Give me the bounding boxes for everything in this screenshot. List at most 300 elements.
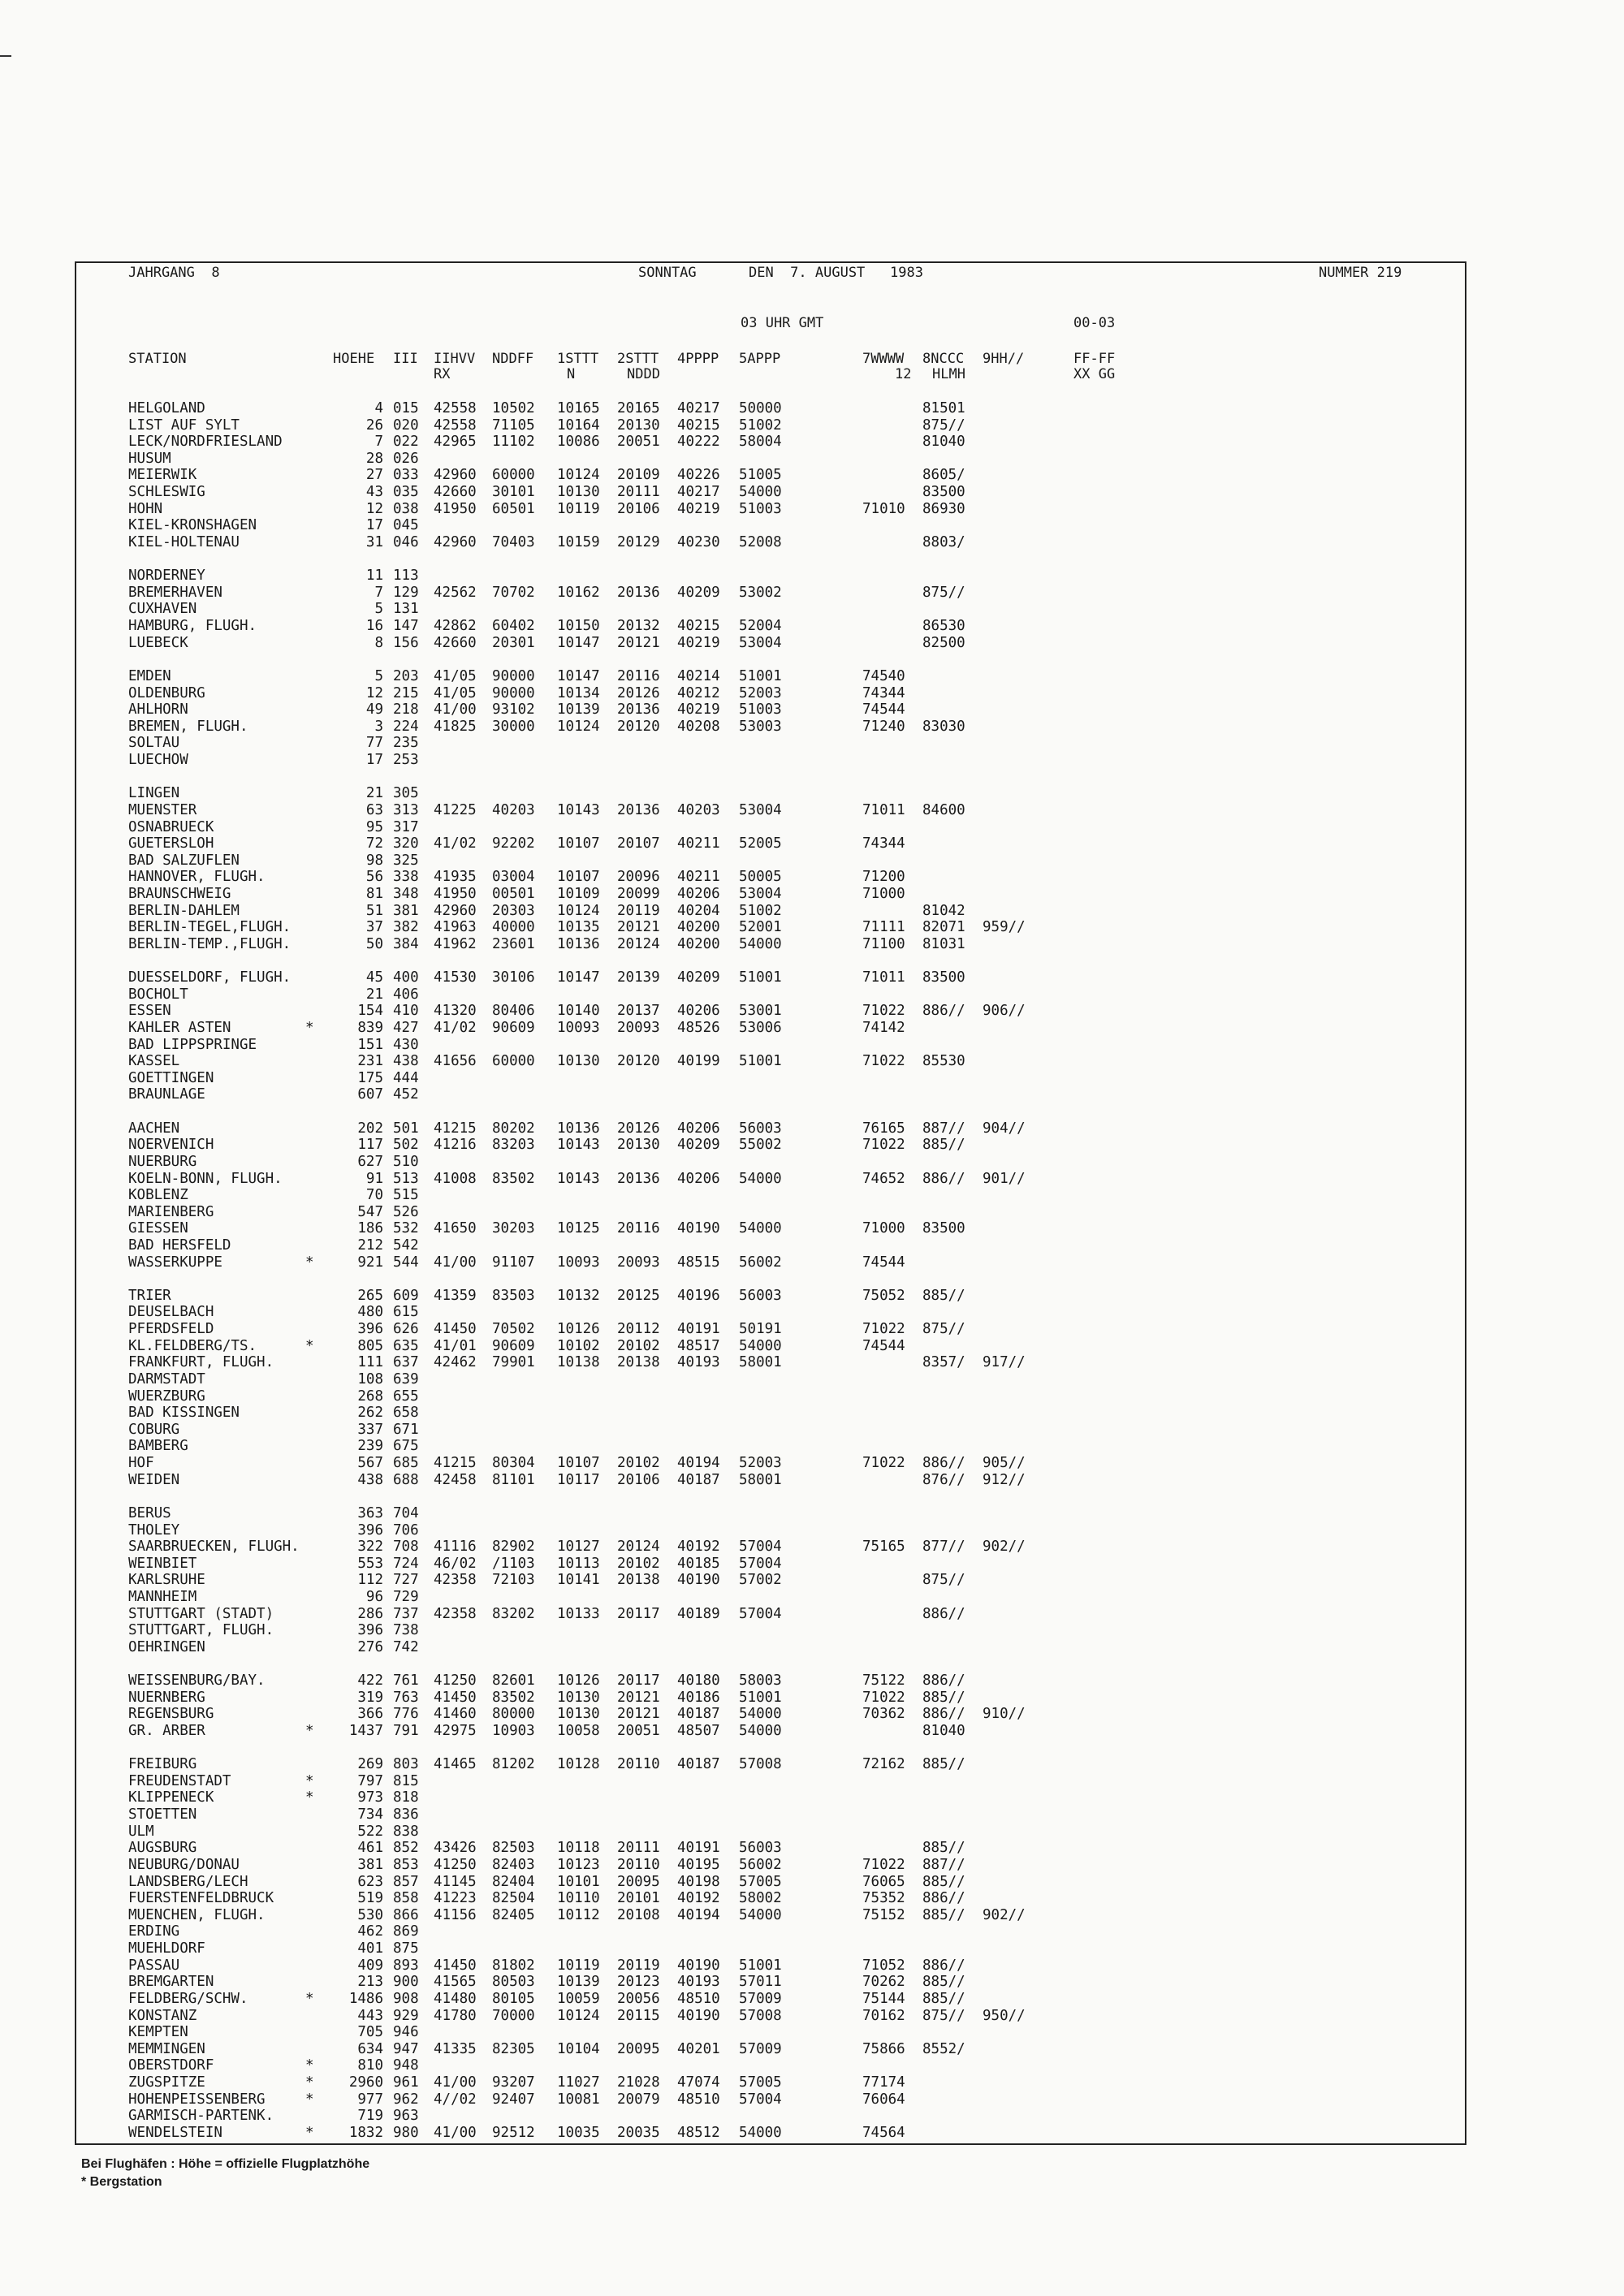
station-height: 805 xyxy=(357,1337,383,1354)
group-5appp: 53004 xyxy=(739,634,782,651)
group-8nccc: 887// xyxy=(922,1856,965,1873)
group-5appp: 57004 xyxy=(739,1539,782,1556)
group-2sttt: 20119 xyxy=(617,1957,660,1974)
group-8nccc: 86530 xyxy=(922,618,965,635)
station-height: 56 xyxy=(365,869,383,886)
station-height: 607 xyxy=(357,1086,383,1103)
group-nddff: 83502 xyxy=(492,1170,535,1187)
group-iihvv: 41565 xyxy=(434,1974,477,1991)
group-1sttt: 11027 xyxy=(557,2074,600,2091)
group-2sttt: 20093 xyxy=(617,1019,660,1036)
group-5appp: 52003 xyxy=(739,1455,782,1472)
station-name: KIEL-KRONSHAGEN xyxy=(128,517,257,534)
group-8nccc: 886// xyxy=(922,1890,965,1907)
station-name: OEHRINGEN xyxy=(128,1638,205,1655)
group-1sttt: 10110 xyxy=(557,1890,600,1907)
group-4pppp: 48517 xyxy=(677,1337,720,1354)
station-height: 51 xyxy=(365,902,383,919)
station-index: 675 xyxy=(393,1438,419,1455)
group-4pppp: 40199 xyxy=(677,1053,720,1070)
station-index: 626 xyxy=(393,1321,419,1338)
group-5appp: 54000 xyxy=(739,2124,782,2141)
group-nddff: 82902 xyxy=(492,1539,535,1556)
station-index: 963 xyxy=(393,2108,419,2125)
station-index: 444 xyxy=(393,1069,419,1086)
table-row xyxy=(0,451,1624,468)
group-5appp: 57009 xyxy=(739,1990,782,2007)
mountain-marker: * xyxy=(305,2124,314,2141)
group-8nccc: 81501 xyxy=(922,400,965,416)
station-height: 1437 xyxy=(348,1722,383,1739)
group-2sttt: 20102 xyxy=(617,1455,660,1472)
station-index: 818 xyxy=(393,1789,419,1806)
station-name: BERLIN-DAHLEM xyxy=(128,902,240,919)
station-index: 635 xyxy=(393,1337,419,1354)
table-row xyxy=(0,1154,1624,1171)
group-nddff: 30106 xyxy=(492,969,535,986)
station-height: 734 xyxy=(357,1806,383,1823)
station-index: 410 xyxy=(393,1003,419,1020)
group-iihvv: 42975 xyxy=(434,1722,477,1739)
station-index: 609 xyxy=(393,1287,419,1304)
station-index: 510 xyxy=(393,1153,419,1170)
footnote-airport: Bei Flughäfen : Höhe = offizielle Flugplatzhöhe xyxy=(81,2157,370,2171)
group-2sttt: 20110 xyxy=(617,1856,660,1873)
table-row xyxy=(0,2041,1624,2058)
station-index: 501 xyxy=(393,1120,419,1137)
station-height: 363 xyxy=(357,1504,383,1521)
station-index: 129 xyxy=(393,584,419,601)
station-name: STUTTGART, FLUGH. xyxy=(128,1622,274,1639)
station-name: GARMISCH-PARTENK. xyxy=(128,2108,274,2125)
group-5appp: 56003 xyxy=(739,1287,782,1304)
table-row xyxy=(0,986,1624,1003)
group-1sttt: 10139 xyxy=(557,1974,600,1991)
group-5appp: 54000 xyxy=(739,935,782,952)
group-5appp: 51003 xyxy=(739,500,782,517)
station-height: 719 xyxy=(357,2108,383,2125)
mountain-marker: * xyxy=(305,1772,314,1789)
group-5appp: 54000 xyxy=(739,484,782,501)
group-nddff: 72103 xyxy=(492,1572,535,1589)
group-7wwww: 71022 xyxy=(862,1321,905,1338)
group-iihvv: 42562 xyxy=(434,584,477,601)
group-nddff: 91107 xyxy=(492,1254,535,1271)
group-iihvv: 41/00 xyxy=(434,701,477,719)
group-iihvv: 41460 xyxy=(434,1706,477,1723)
group-iihvv: 41825 xyxy=(434,718,477,735)
group-iihvv: 41962 xyxy=(434,935,477,952)
table-row xyxy=(0,434,1624,451)
group-nddff: 83503 xyxy=(492,1287,535,1304)
group-1sttt: 10104 xyxy=(557,2040,600,2057)
station-height: 98 xyxy=(365,852,383,869)
station-index: 615 xyxy=(393,1304,419,1321)
group-2sttt: 20035 xyxy=(617,2124,660,2141)
group-7wwww: 71011 xyxy=(862,801,905,818)
table-row xyxy=(0,534,1624,551)
group-4pppp: 40217 xyxy=(677,400,720,416)
station-height: 409 xyxy=(357,1957,383,1974)
table-row xyxy=(0,517,1624,534)
table-row xyxy=(0,1806,1624,1823)
station-index: 866 xyxy=(393,1906,419,1923)
group-4pppp: 40219 xyxy=(677,634,720,651)
group-7wwww: 75122 xyxy=(862,1672,905,1690)
group-7wwww: 71000 xyxy=(862,885,905,902)
group-2sttt: 20110 xyxy=(617,1756,660,1773)
station-index: 791 xyxy=(393,1722,419,1739)
station-name: FELDBERG/SCHW. xyxy=(128,1990,248,2007)
group-4pppp: 40214 xyxy=(677,667,720,684)
station-index: 218 xyxy=(393,701,419,719)
group-4pppp: 40219 xyxy=(677,701,720,719)
table-row xyxy=(0,919,1624,936)
station-index: 962 xyxy=(393,2091,419,2108)
jahrgang: JAHRGANG 8 xyxy=(128,265,220,281)
station-name: ESSEN xyxy=(128,1003,171,1020)
group-1sttt: 10124 xyxy=(557,902,600,919)
group-4pppp: 40217 xyxy=(677,484,720,501)
group-iihvv: 41225 xyxy=(434,801,477,818)
group-8nccc: 886// xyxy=(922,1605,965,1622)
table-row xyxy=(0,2108,1624,2125)
group-4pppp: 40201 xyxy=(677,2040,720,2057)
group-iihvv: 41250 xyxy=(434,1672,477,1690)
station-height: 7 xyxy=(374,584,383,601)
group-5appp: 53002 xyxy=(739,584,782,601)
station-height: 553 xyxy=(357,1555,383,1572)
table-row xyxy=(0,1288,1624,1305)
group-8nccc: 875// xyxy=(922,416,965,434)
station-name: KLIPPENECK xyxy=(128,1789,214,1806)
group-8nccc: 886// xyxy=(922,1003,965,1020)
station-name: NUERNBERG xyxy=(128,1689,205,1706)
group-5appp: 54000 xyxy=(739,1722,782,1739)
station-index: 724 xyxy=(393,1555,419,1572)
group-7wwww: 71100 xyxy=(862,935,905,952)
group-nddff: 20301 xyxy=(492,634,535,651)
group-1sttt: 10107 xyxy=(557,869,600,886)
group-4pppp: 48510 xyxy=(677,1990,720,2007)
table-row xyxy=(0,869,1624,886)
station-index: 637 xyxy=(393,1354,419,1371)
station-index: 382 xyxy=(393,919,419,936)
station-name: MANNHEIM xyxy=(128,1589,197,1606)
station-height: 77 xyxy=(365,735,383,752)
station-index: 317 xyxy=(393,818,419,835)
group-4pppp: 40186 xyxy=(677,1689,720,1706)
station-index: 156 xyxy=(393,634,419,651)
group-iihvv: 42358 xyxy=(434,1572,477,1589)
station-height: 8 xyxy=(374,634,383,651)
table-row xyxy=(0,1556,1624,1573)
group-2sttt: 20051 xyxy=(617,1722,660,1739)
station-height: 17 xyxy=(365,517,383,534)
station-name: WENDELSTEIN xyxy=(128,2124,222,2141)
group-4pppp: 40196 xyxy=(677,1287,720,1304)
group-1sttt: 10101 xyxy=(557,1873,600,1890)
group-4pppp: 40215 xyxy=(677,416,720,434)
col-g1b: RX xyxy=(434,366,451,382)
table-row xyxy=(0,936,1624,953)
station-index: 738 xyxy=(393,1622,419,1639)
station-height: 461 xyxy=(357,1840,383,1857)
group-5appp: 53004 xyxy=(739,801,782,818)
station-index: 147 xyxy=(393,618,419,635)
group-5appp: 51001 xyxy=(739,969,782,986)
table-row xyxy=(0,752,1624,769)
group-4pppp: 40219 xyxy=(677,500,720,517)
group-1sttt: 10147 xyxy=(557,969,600,986)
station-name: LUEBECK xyxy=(128,634,188,651)
station-name: FUERSTENFELDBRUCK xyxy=(128,1890,274,1907)
station-index: 427 xyxy=(393,1019,419,1036)
group-4pppp: 40215 xyxy=(677,618,720,635)
group-iihvv: 41950 xyxy=(434,500,477,517)
station-name: BREMEN, FLUGH. xyxy=(128,718,248,735)
station-name: HELGOLAND xyxy=(128,400,205,416)
group-5appp: 57011 xyxy=(739,1974,782,1991)
group-4pppp: 40187 xyxy=(677,1471,720,1488)
station-name: SCHLESWIG xyxy=(128,484,205,501)
group-nddff: 82404 xyxy=(492,1873,535,1890)
station-index: 908 xyxy=(393,1990,419,2007)
group-7wwww: 74142 xyxy=(862,1019,905,1036)
station-height: 112 xyxy=(357,1572,383,1589)
station-height: 45 xyxy=(365,969,383,986)
group-1sttt: 10081 xyxy=(557,2091,600,2108)
station-name: AUGSBURG xyxy=(128,1840,197,1857)
station-index: 305 xyxy=(393,785,419,802)
group-4pppp: 40204 xyxy=(677,902,720,919)
group-nddff: 60402 xyxy=(492,618,535,635)
col-g1: IIHVV xyxy=(434,351,476,367)
group-4pppp: 47074 xyxy=(677,2074,720,2091)
group-2sttt: 20138 xyxy=(617,1572,660,1589)
group-iihvv: 41215 xyxy=(434,1455,477,1472)
group-1sttt: 10124 xyxy=(557,2007,600,2024)
group-5appp: 53003 xyxy=(739,718,782,735)
station-height: 108 xyxy=(357,1370,383,1388)
station-index: 858 xyxy=(393,1890,419,1907)
station-height: 154 xyxy=(357,1003,383,1020)
footnote-mountain: * Bergstation xyxy=(81,2175,162,2189)
group-5appp: 51002 xyxy=(739,416,782,434)
station-name: NEUBURG/DONAU xyxy=(128,1856,240,1873)
station-height: 96 xyxy=(365,1589,383,1606)
col-g8: 8NCCC xyxy=(922,351,965,367)
table-row xyxy=(0,1405,1624,1422)
group-7wwww: 71052 xyxy=(862,1957,905,1974)
group-1sttt: 10133 xyxy=(557,1605,600,1622)
group-2sttt: 20125 xyxy=(617,1287,660,1304)
station-name: STUTTGART (STADT) xyxy=(128,1605,274,1622)
col-ff: FF-FF xyxy=(1073,351,1116,367)
col-g3: 1STTT xyxy=(557,351,599,367)
station-height: 16 xyxy=(365,618,383,635)
table-row xyxy=(0,2125,1624,2142)
group-iihvv: 41335 xyxy=(434,2040,477,2057)
group-iihvv: 41450 xyxy=(434,1689,477,1706)
table-row xyxy=(0,1840,1624,1857)
table-row xyxy=(0,1639,1624,1656)
station-name: KOBLENZ xyxy=(128,1187,188,1204)
table-row xyxy=(0,735,1624,752)
group-7wwww: 74652 xyxy=(862,1170,905,1187)
group-1sttt: 10130 xyxy=(557,1053,600,1070)
station-index: 215 xyxy=(393,684,419,701)
group-2sttt: 20130 xyxy=(617,416,660,434)
group-4pppp: 40222 xyxy=(677,434,720,451)
group-5appp: 52004 xyxy=(739,618,782,635)
station-height: 366 xyxy=(357,1706,383,1723)
station-name: BAD LIPPSPRINGE xyxy=(128,1036,257,1053)
group-7wwww: 75052 xyxy=(862,1287,905,1304)
group-2sttt: 20119 xyxy=(617,902,660,919)
group-iihvv: 42960 xyxy=(434,533,477,550)
group-8nccc: 8803/ xyxy=(922,533,965,550)
group-1sttt: 10124 xyxy=(557,467,600,484)
group-8nccc: 81040 xyxy=(922,434,965,451)
group-8nccc: 83500 xyxy=(922,484,965,501)
group-7wwww: 70262 xyxy=(862,1974,905,1991)
station-index: 893 xyxy=(393,1957,419,1974)
group-2sttt: 20139 xyxy=(617,969,660,986)
station-height: 522 xyxy=(357,1823,383,1840)
table-row xyxy=(0,1455,1624,1472)
group-2sttt: 20106 xyxy=(617,500,660,517)
table-row xyxy=(0,1053,1624,1070)
table-row xyxy=(0,886,1624,903)
station-height: 705 xyxy=(357,2024,383,2041)
group-2sttt: 20102 xyxy=(617,1555,660,1572)
table-row xyxy=(0,1622,1624,1639)
station-height: 26 xyxy=(365,416,383,434)
station-index: 325 xyxy=(393,852,419,869)
station-index: 384 xyxy=(393,935,419,952)
group-2sttt: 20111 xyxy=(617,484,660,501)
group-iihvv: 41/00 xyxy=(434,2124,477,2141)
group-8nccc: 885// xyxy=(922,1974,965,1991)
table-row xyxy=(0,1321,1624,1338)
group-iihvv: 42862 xyxy=(434,618,477,635)
col-g6: 5APPP xyxy=(739,351,781,367)
station-height: 443 xyxy=(357,2007,383,2024)
station-height: 627 xyxy=(357,1153,383,1170)
group-nddff: 80406 xyxy=(492,1003,535,1020)
group-iihvv: 41450 xyxy=(434,1321,477,1338)
group-4pppp: 40209 xyxy=(677,969,720,986)
station-name: GOETTINGEN xyxy=(128,1069,214,1086)
group-5appp: 54000 xyxy=(739,1337,782,1354)
station-index: 639 xyxy=(393,1370,419,1388)
table-row xyxy=(0,1907,1624,1924)
table-row xyxy=(0,719,1624,736)
group-2sttt: 20121 xyxy=(617,634,660,651)
group-5appp: 57005 xyxy=(739,2074,782,2091)
group-nddff: /1103 xyxy=(492,1555,535,1572)
station-height: 111 xyxy=(357,1354,383,1371)
station-index: 438 xyxy=(393,1053,419,1070)
station-name: NORDERNEY xyxy=(128,568,205,585)
station-index: 015 xyxy=(393,400,419,416)
station-height: 381 xyxy=(357,1856,383,1873)
group-4pppp: 40206 xyxy=(677,885,720,902)
station-name: HOF xyxy=(128,1455,154,1472)
group-nddff: 03004 xyxy=(492,869,535,886)
station-index: 706 xyxy=(393,1521,419,1539)
station-height: 37 xyxy=(365,919,383,936)
group-1sttt: 10135 xyxy=(557,919,600,936)
station-index: 671 xyxy=(393,1421,419,1438)
group-nddff: 80105 xyxy=(492,1990,535,2007)
station-name: FREUDENSTADT xyxy=(128,1772,231,1789)
station-index: 253 xyxy=(393,752,419,769)
station-index: 742 xyxy=(393,1638,419,1655)
group-nddff: 82305 xyxy=(492,2040,535,2057)
group-7wwww: 71111 xyxy=(862,919,905,936)
station-index: 688 xyxy=(393,1471,419,1488)
group-nddff: 60000 xyxy=(492,467,535,484)
table-row xyxy=(0,785,1624,802)
group-iihvv: 41250 xyxy=(434,1856,477,1873)
station-name: LIST AUF SYLT xyxy=(128,416,240,434)
station-height: 202 xyxy=(357,1120,383,1137)
table-row xyxy=(0,568,1624,585)
table-row xyxy=(0,1823,1624,1841)
group-7wwww: 75866 xyxy=(862,2040,905,2057)
group-iihvv: 42462 xyxy=(434,1354,477,1371)
group-nddff: 81202 xyxy=(492,1756,535,1773)
station-height: 239 xyxy=(357,1438,383,1455)
group-9hh: 905// xyxy=(983,1455,1026,1472)
group-4pppp: 40187 xyxy=(677,1756,720,1773)
station-name: BAMBERG xyxy=(128,1438,188,1455)
group-5appp: 51001 xyxy=(739,1053,782,1070)
group-2sttt: 20107 xyxy=(617,835,660,852)
group-4pppp: 48526 xyxy=(677,1019,720,1036)
group-iihvv: 41/01 xyxy=(434,1337,477,1354)
group-7wwww: 70362 xyxy=(862,1706,905,1723)
group-7wwww: 71022 xyxy=(862,1003,905,1020)
station-name: WEIDEN xyxy=(128,1471,180,1488)
table-row xyxy=(0,1690,1624,1707)
group-iihvv: 42558 xyxy=(434,400,477,416)
group-nddff: 23601 xyxy=(492,935,535,952)
group-4pppp: 40209 xyxy=(677,584,720,601)
group-1sttt: 10124 xyxy=(557,718,600,735)
station-name: MUEHLDORF xyxy=(128,1940,205,1957)
group-8nccc: 885// xyxy=(922,1873,965,1890)
station-index: 033 xyxy=(393,467,419,484)
group-5appp: 57009 xyxy=(739,2040,782,2057)
station-height: 396 xyxy=(357,1622,383,1639)
mountain-marker: * xyxy=(305,1254,314,1271)
group-8nccc: 885// xyxy=(922,1906,965,1923)
group-iihvv: 41359 xyxy=(434,1287,477,1304)
group-iihvv: 42960 xyxy=(434,467,477,484)
station-name: BAD SALZUFLEN xyxy=(128,852,240,869)
group-5appp: 53006 xyxy=(739,1019,782,1036)
group-5appp: 54000 xyxy=(739,1706,782,1723)
station-name: ZUGSPITZE xyxy=(128,2074,205,2091)
table-row xyxy=(0,1957,1624,1974)
table-row xyxy=(0,467,1624,484)
station-name: BERLIN-TEGEL,FLUGH. xyxy=(128,919,292,936)
station-index: 929 xyxy=(393,2007,419,2024)
station-height: 422 xyxy=(357,1672,383,1690)
